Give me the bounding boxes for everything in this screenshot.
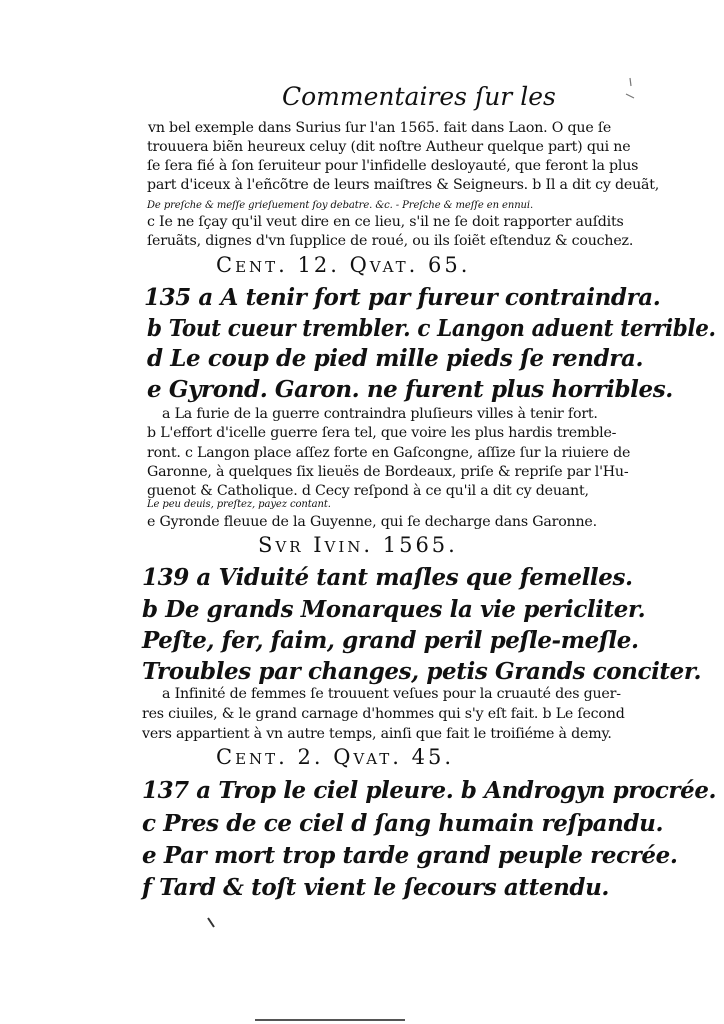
commentary-line: vn bel exemple dans Surius ſur l'an 1565. fait dans Laon. O que ſe xyxy=(148,120,612,136)
verse-line: f Tard & toſt vient le ſecours attendu. xyxy=(142,874,610,901)
bottom-rule xyxy=(255,1019,405,1021)
verse-line: b De grands Monarques la vie pericliter. xyxy=(142,596,646,623)
commentary-line: c Ie ne ſçay qu'il veut dire en ce lieu, s'il ne ſe doit rapporter auſdits xyxy=(147,214,624,230)
section-heading: Svr Ivin. 1565. xyxy=(258,533,458,557)
verse-line: e Par mort trop tarde grand peuple recrée. xyxy=(142,842,678,869)
commentary-line: guenot & Catholique. d Cecy reſpond à ce qu'il a dit cy deuant, xyxy=(147,483,589,499)
commentary-line: Garonne, à quelques ſix lieuës de Bordeaux, priſe & repriſe par l'Hu- xyxy=(147,464,629,480)
commentary-quote-line: De preſche & meſſe grieſuement ſoy debatre. &c. - Preſche & meſſe en ennui. xyxy=(147,200,534,211)
verse-line: b Tout cueur trembler. c Langon aduent terrible. xyxy=(147,315,716,342)
verse-line: Peſte, fer, faim, grand peril peſle-meſle. xyxy=(142,627,639,654)
commentary-line: b L'effort d'icelle guerre ſera tel, que voire les plus hardis tremble- xyxy=(147,425,617,441)
commentary-line: ſeruãts, dignes d'vn ſupplice de roué, ou ils ſoiẽt eſtenduz & couchez. xyxy=(147,233,634,249)
commentary-line: trouuera biẽn heureux celuy (dit noſtre Autheur quelque part) qui ne xyxy=(147,139,631,155)
commentary-line: a Infinité de femmes ſe trouuent veſues pour la cruauté des guer- xyxy=(162,686,621,702)
commentary-line: ſe ſera fié à ſon ſeruiteur pour l'infidelle desloyauté, que feront la plus xyxy=(147,158,639,174)
verse-line: 139 a Viduité tant maſles que femelles. xyxy=(142,564,633,591)
commentary-quote-line: Le peu deuis, preſtez, payez contant. xyxy=(147,499,331,510)
commentary-line: res ciuiles, & le grand carnage d'hommes qui s'y eſt fait. b Le ſecond xyxy=(142,706,625,722)
commentary-line: e Gyronde fleuue de la Guyenne, qui ſe decharge dans Garonne. xyxy=(147,514,597,530)
verse-line: 135 a A tenir fort par fureur contraindra. xyxy=(144,284,661,311)
ink-speck-icon xyxy=(205,915,219,931)
verse-line: d Le coup de pied mille pieds ſe rendra. xyxy=(147,345,644,372)
running-header: Commentaires ſur les xyxy=(282,82,556,111)
commentary-line: ront. c Langon place aſſez forte en Gaſcongne, aſſize ſur la riuiere de xyxy=(147,445,631,461)
commentary-line: vers appartient à vn autre temps, ainſi que fait le troiſiéme à demy. xyxy=(142,726,612,742)
section-heading: Cent. 2. Qvat. 45. xyxy=(216,745,455,769)
verse-line: e Gyrond. Garon. ne furent plus horribles. xyxy=(147,376,673,403)
commentary-line: part d'iceux à l'eñcõtre de leurs maiſtres & Seigneurs. b Il a dit cy deuãt, xyxy=(147,177,660,193)
verse-line: c Pres de ce ciel d ſang humain reſpandu. xyxy=(142,810,664,837)
verse-line: 137 a Trop le ciel pleure. b Androgyn procrée. xyxy=(142,777,717,804)
ink-speck-icon xyxy=(620,76,640,106)
section-heading: Cent. 12. Qvat. 65. xyxy=(216,253,471,277)
commentary-line: a La furie de la guerre contraindra pluſieurs villes à tenir fort. xyxy=(162,406,598,422)
verse-line: Troubles par changes, petis Grands conciter. xyxy=(142,658,702,685)
